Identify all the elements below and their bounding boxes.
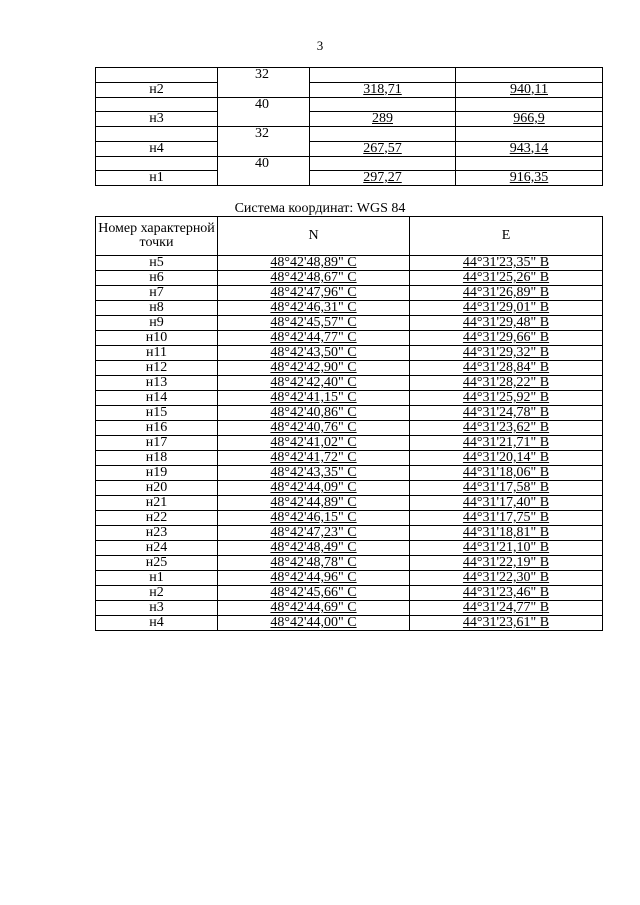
table-row — [96, 141, 603, 156]
point-name-cell: н23 — [96, 526, 218, 541]
latitude-cell: 48°42'40,86" С — [218, 406, 410, 421]
longitude-cell: 44°31'17,58" В — [410, 481, 603, 496]
table-row — [96, 556, 603, 571]
distance-row — [96, 97, 603, 112]
local-coordinates-table — [95, 67, 603, 186]
longitude-cell: 44°31'18,06" В — [410, 466, 603, 481]
table-row — [96, 526, 603, 541]
latitude-cell: 48°42'48,49" С — [218, 541, 410, 556]
x-coordinate-cell: 289 — [310, 112, 456, 127]
longitude-cell: 44°31'23,46" В — [410, 586, 603, 601]
longitude-cell: 44°31'21,71" В — [410, 436, 603, 451]
point-name-cell: н16 — [96, 421, 218, 436]
latitude-cell: 48°42'48,78" С — [218, 556, 410, 571]
point-name-cell: н3 — [96, 112, 218, 127]
latitude-cell: 48°42'46,31" С — [218, 301, 410, 316]
table-row — [96, 331, 603, 346]
point-name-cell: н1 — [96, 171, 218, 186]
longitude-cell: 44°31'17,40" В — [410, 496, 603, 511]
y-coordinate-cell: 943,14 — [456, 141, 603, 156]
page-number: 3 — [316, 38, 324, 53]
longitude-cell: 44°31'23,62" В — [410, 421, 603, 436]
empty-cell — [456, 97, 603, 112]
point-name-cell: н24 — [96, 541, 218, 556]
table-row — [96, 376, 603, 391]
wgs84-coordinates-table — [95, 216, 603, 631]
empty-cell — [218, 171, 310, 186]
latitude-cell: 48°42'48,89" С — [218, 256, 410, 271]
empty-cell — [310, 68, 456, 83]
point-name-cell: н14 — [96, 391, 218, 406]
latitude-cell: 48°42'41,15" С — [218, 391, 410, 406]
longitude-cell: 44°31'23,61" В — [410, 616, 603, 631]
table-row — [96, 481, 603, 496]
longitude-cell: 44°31'29,01" В — [410, 301, 603, 316]
distance-row — [96, 127, 603, 142]
longitude-cell: 44°31'23,35" В — [410, 256, 603, 271]
table-row — [96, 601, 603, 616]
latitude-cell: 48°42'43,50" С — [218, 346, 410, 361]
point-name-cell: н25 — [96, 556, 218, 571]
point-name-cell: н15 — [96, 406, 218, 421]
longitude-cell: 44°31'25,26" В — [410, 271, 603, 286]
longitude-cell: 44°31'29,48" В — [410, 316, 603, 331]
point-name-cell: н21 — [96, 496, 218, 511]
latitude-cell: 48°42'47,96" С — [218, 286, 410, 301]
table-row — [96, 82, 603, 97]
longitude-cell: 44°31'21,10" В — [410, 541, 603, 556]
point-name-cell: н2 — [96, 82, 218, 97]
table-row — [96, 316, 603, 331]
table-row — [96, 346, 603, 361]
latitude-cell: 48°42'44,77" С — [218, 331, 410, 346]
longitude-cell: 44°31'28,84" В — [410, 361, 603, 376]
distance-row — [96, 68, 603, 83]
table-row — [96, 571, 603, 586]
table-row — [96, 511, 603, 526]
table-row — [96, 391, 603, 406]
point-name-cell: н1 — [96, 571, 218, 586]
empty-cell — [456, 68, 603, 83]
latitude-cell: 48°42'41,02" С — [218, 436, 410, 451]
table-row — [96, 451, 603, 466]
distance-cell: 40 — [218, 156, 310, 171]
point-name-cell: н4 — [96, 141, 218, 156]
coordinate-system-caption: Система координат: WGS 84 — [234, 201, 406, 216]
table-row — [96, 406, 603, 421]
empty-cell — [456, 127, 603, 142]
latitude-cell: 48°42'44,89" С — [218, 496, 410, 511]
latitude-cell: 48°42'45,57" С — [218, 316, 410, 331]
table-row — [96, 271, 603, 286]
latitude-cell: 48°42'47,23" С — [218, 526, 410, 541]
longitude-cell: 44°31'28,22" В — [410, 376, 603, 391]
latitude-cell: 48°42'43,35" С — [218, 466, 410, 481]
latitude-cell: 48°42'45,66" С — [218, 586, 410, 601]
point-name-cell: н9 — [96, 316, 218, 331]
latitude-cell: 48°42'41,72" С — [218, 451, 410, 466]
table-row — [96, 301, 603, 316]
longitude-cell: 44°31'17,75" В — [410, 511, 603, 526]
latitude-cell: 48°42'44,96" С — [218, 571, 410, 586]
x-coordinate-cell: 267,57 — [310, 141, 456, 156]
empty-cell — [456, 156, 603, 171]
point-name-cell: н10 — [96, 331, 218, 346]
point-name-cell: н18 — [96, 451, 218, 466]
point-name-cell: н20 — [96, 481, 218, 496]
table-row — [96, 586, 603, 601]
table-row — [96, 466, 603, 481]
table-row — [96, 286, 603, 301]
latitude-cell: 48°42'44,09" С — [218, 481, 410, 496]
table-row — [96, 421, 603, 436]
point-name-cell: н5 — [96, 256, 218, 271]
empty-cell — [310, 127, 456, 142]
table-row — [96, 256, 603, 271]
table-header-row — [96, 217, 603, 256]
latitude-cell: 48°42'42,90" С — [218, 361, 410, 376]
x-coordinate-cell: 297,27 — [310, 171, 456, 186]
point-name-cell: н12 — [96, 361, 218, 376]
point-name-cell: н13 — [96, 376, 218, 391]
point-name-cell: н4 — [96, 616, 218, 631]
point-name-cell: н17 — [96, 436, 218, 451]
table-row — [96, 541, 603, 556]
table-row — [96, 112, 603, 127]
table-row — [96, 436, 603, 451]
longitude-cell: 44°31'22,19" В — [410, 556, 603, 571]
latitude-cell: 48°42'42,40" С — [218, 376, 410, 391]
point-name-cell: н19 — [96, 466, 218, 481]
header-longitude: E — [410, 217, 603, 256]
distance-cell: 40 — [218, 97, 310, 112]
longitude-cell: 44°31'18,81" В — [410, 526, 603, 541]
latitude-cell: 48°42'40,76" С — [218, 421, 410, 436]
empty-cell — [96, 156, 218, 171]
x-coordinate-cell: 318,71 — [310, 82, 456, 97]
empty-cell — [96, 68, 218, 83]
empty-cell — [310, 156, 456, 171]
y-coordinate-cell: 966,9 — [456, 112, 603, 127]
empty-cell — [310, 97, 456, 112]
y-coordinate-cell: 916,35 — [456, 171, 603, 186]
point-name-cell: н2 — [96, 586, 218, 601]
longitude-cell: 44°31'29,66" В — [410, 331, 603, 346]
empty-cell — [96, 127, 218, 142]
latitude-cell: 48°42'46,15" С — [218, 511, 410, 526]
longitude-cell: 44°31'25,92" В — [410, 391, 603, 406]
distance-row — [96, 156, 603, 171]
point-name-cell: н6 — [96, 271, 218, 286]
point-name-cell: н22 — [96, 511, 218, 526]
latitude-cell: 48°42'44,69" С — [218, 601, 410, 616]
latitude-cell: 48°42'48,67" С — [218, 271, 410, 286]
empty-cell — [218, 112, 310, 127]
y-coordinate-cell: 940,11 — [456, 82, 603, 97]
empty-cell — [218, 82, 310, 97]
distance-cell: 32 — [218, 68, 310, 83]
distance-cell: 32 — [218, 127, 310, 142]
header-point-number: Номер характерной точки — [96, 217, 218, 256]
longitude-cell: 44°31'24,78" В — [410, 406, 603, 421]
table-row — [96, 361, 603, 376]
empty-cell — [96, 97, 218, 112]
longitude-cell: 44°31'22,30" В — [410, 571, 603, 586]
point-name-cell: н3 — [96, 601, 218, 616]
table-row — [96, 616, 603, 631]
point-name-cell: н8 — [96, 301, 218, 316]
latitude-cell: 48°42'44,00" С — [218, 616, 410, 631]
empty-cell — [218, 141, 310, 156]
header-latitude: N — [218, 217, 410, 256]
longitude-cell: 44°31'26,89" В — [410, 286, 603, 301]
longitude-cell: 44°31'29,32" В — [410, 346, 603, 361]
longitude-cell: 44°31'24,77" В — [410, 601, 603, 616]
longitude-cell: 44°31'20,14" В — [410, 451, 603, 466]
point-name-cell: н7 — [96, 286, 218, 301]
table-row — [96, 171, 603, 186]
table-row — [96, 496, 603, 511]
point-name-cell: н11 — [96, 346, 218, 361]
